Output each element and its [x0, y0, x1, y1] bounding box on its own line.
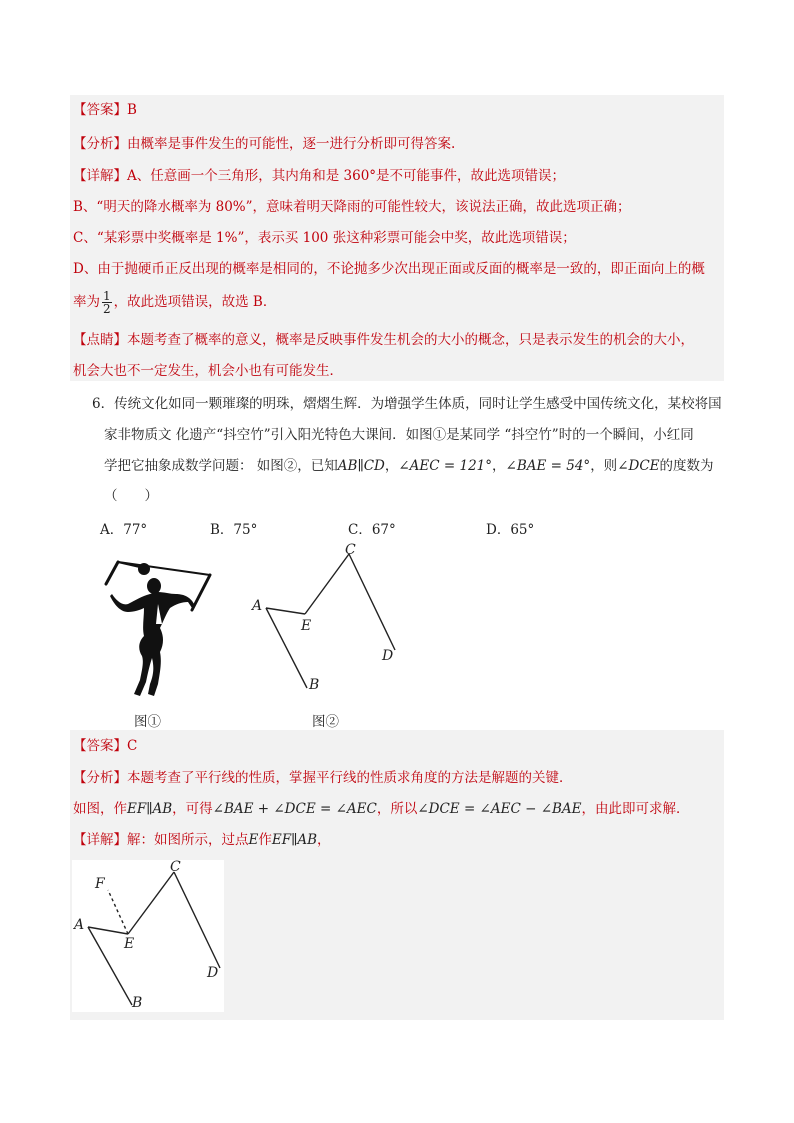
detail-mid: 作	[258, 832, 272, 848]
fig2-label-c: C	[345, 542, 356, 558]
fig3-label-a: A	[74, 917, 85, 933]
math-angle-bae: ∠BAE = 54°	[505, 458, 591, 474]
fig2-label-b: B	[309, 677, 320, 693]
option-b[interactable]: B．75°	[210, 522, 258, 538]
figure-2-caption: 图②	[312, 714, 339, 730]
sep-1: ，	[384, 458, 399, 474]
detail-tag: 【详解】	[73, 168, 127, 184]
fig2-label-a: A	[252, 598, 263, 614]
fraction-numerator: 1	[103, 289, 111, 303]
analysis-line	[73, 768, 573, 788]
analysis2-post: ，由此即可求解．	[581, 801, 690, 817]
detail-pre: 解：如图所示，过点	[127, 832, 249, 848]
analysis2-pre: 如图，作	[73, 801, 127, 817]
fig3-label-c: C	[170, 860, 181, 875]
prev-answer-line	[73, 100, 137, 120]
silhouette-body	[110, 563, 194, 696]
prev-detail-d2	[73, 290, 276, 315]
analysis-tag: 【分析】	[73, 136, 127, 152]
question-line-2: 家非物质文 化遗产“抖空竹”引入阳光特色大课间．如图①是某同学 “抖空竹”时的一个瞬间，小红同	[104, 427, 694, 443]
detail-post: ，	[317, 832, 331, 848]
math-eq-1: ∠BAE + ∠DCE = ∠AEC	[212, 801, 377, 817]
prev-comment-1	[73, 330, 694, 350]
fig2-label-e: E	[301, 618, 312, 634]
answer-tag-2: 【答案】	[73, 738, 127, 754]
prev-detail-c: C、“某彩票中奖概率是 1%”，表示买 100 张这种彩票可能会中奖，故此选项错误；	[73, 230, 576, 246]
question-line-4: （ ）	[104, 488, 158, 504]
option-c[interactable]: C．67°	[348, 522, 396, 538]
question-line-1: 6．传统文化如同一颗璀璨的明珠，熠熠生辉．为增强学生体质，同时让学生感受中国传统文化，某校将国	[92, 396, 722, 412]
prev-comment-2: 机会大也不一定发生，机会小也有可能发生．	[73, 363, 343, 379]
question-line3-end: 的度数为	[659, 458, 714, 474]
math-angle-aec: ∠AEC = 121°	[398, 458, 493, 474]
option-d[interactable]: D．65°	[486, 522, 535, 538]
answer-value: B	[127, 102, 137, 118]
math-eq-2: ∠DCE = ∠AEC − ∠BAE	[417, 801, 582, 817]
math-point-e: E	[248, 832, 259, 848]
detail-d2-pre: 率为	[73, 294, 100, 310]
math-angle-dce: ∠DCE	[617, 458, 660, 474]
analysis2-mid: ，可得	[172, 801, 213, 817]
figure-1-diabolo-player	[98, 558, 223, 703]
option-a[interactable]: A．77°	[100, 522, 148, 538]
math-ef-parallel-ab: EF∥AB	[127, 801, 173, 817]
comment-tag: 【点睛】	[73, 332, 127, 348]
detail-tag-2: 【详解】	[73, 832, 127, 848]
question-line3-post: ，则	[590, 458, 618, 474]
fraction-one-half	[102, 290, 112, 315]
answer-line	[73, 736, 137, 756]
figure-2-lines	[266, 554, 395, 688]
prev-detail-b: B、“明天的降水概率为 80%”，意味着明天降雨的可能性较大，该说法正确，故此选项正确；	[73, 199, 631, 215]
comment-text-1: 本题考查了概率的意义，概率是反映事件发生机会的大小的概念，只是表示发生的机会的大小，	[127, 332, 694, 348]
figure-2-diagram	[245, 538, 405, 698]
fig2-label-d: D	[382, 648, 394, 664]
analysis2-mid2: ，所以	[376, 801, 418, 817]
sep-2: ，	[492, 458, 506, 474]
math-ab-parallel-cd: AB∥CD	[337, 458, 385, 474]
analysis-text-2: 本题考查了平行线的性质，掌握平行线的性质求角度的方法是解题的关键．	[127, 770, 573, 786]
prev-detail-d1: D、由于抛硬币正反出现的概率是相同的，不论抛多少次出现正面或反面的概率是一致的，即正面向上的概	[73, 261, 705, 277]
analysis-line-2	[73, 799, 690, 819]
prev-analysis-line	[73, 134, 455, 154]
detail-a-text: A、任意画一个三角形，其内角和是 360°是不可能事件，故此选项错误；	[127, 168, 566, 184]
detail-d2-post: ，故此选项错误，故选 B．	[113, 294, 277, 310]
fraction-denominator: 2	[103, 302, 111, 316]
question-line3-pre: 学把它抽象成数学问题： 如图②，已知	[104, 458, 338, 474]
analysis-tag-2: 【分析】	[73, 770, 127, 786]
fig3-label-d: D	[207, 965, 219, 981]
answer-tag: 【答案】	[73, 102, 127, 118]
question-line-3	[104, 456, 714, 476]
answer-value-2: C	[127, 738, 138, 754]
detail-line	[73, 830, 331, 850]
figure-3-solution-diagram	[72, 860, 224, 1012]
analysis-text: 由概率是事件发生的可能性，逐一进行分析即可得答案.	[127, 136, 456, 152]
figure-1-caption: 图①	[134, 714, 161, 730]
fig3-label-e: E	[124, 936, 135, 952]
math-ef-parallel-ab-2: EF∥AB	[271, 832, 317, 848]
prev-detail-a	[73, 166, 565, 186]
fig3-label-f: F	[95, 876, 105, 892]
fig3-label-b: B	[132, 995, 143, 1011]
